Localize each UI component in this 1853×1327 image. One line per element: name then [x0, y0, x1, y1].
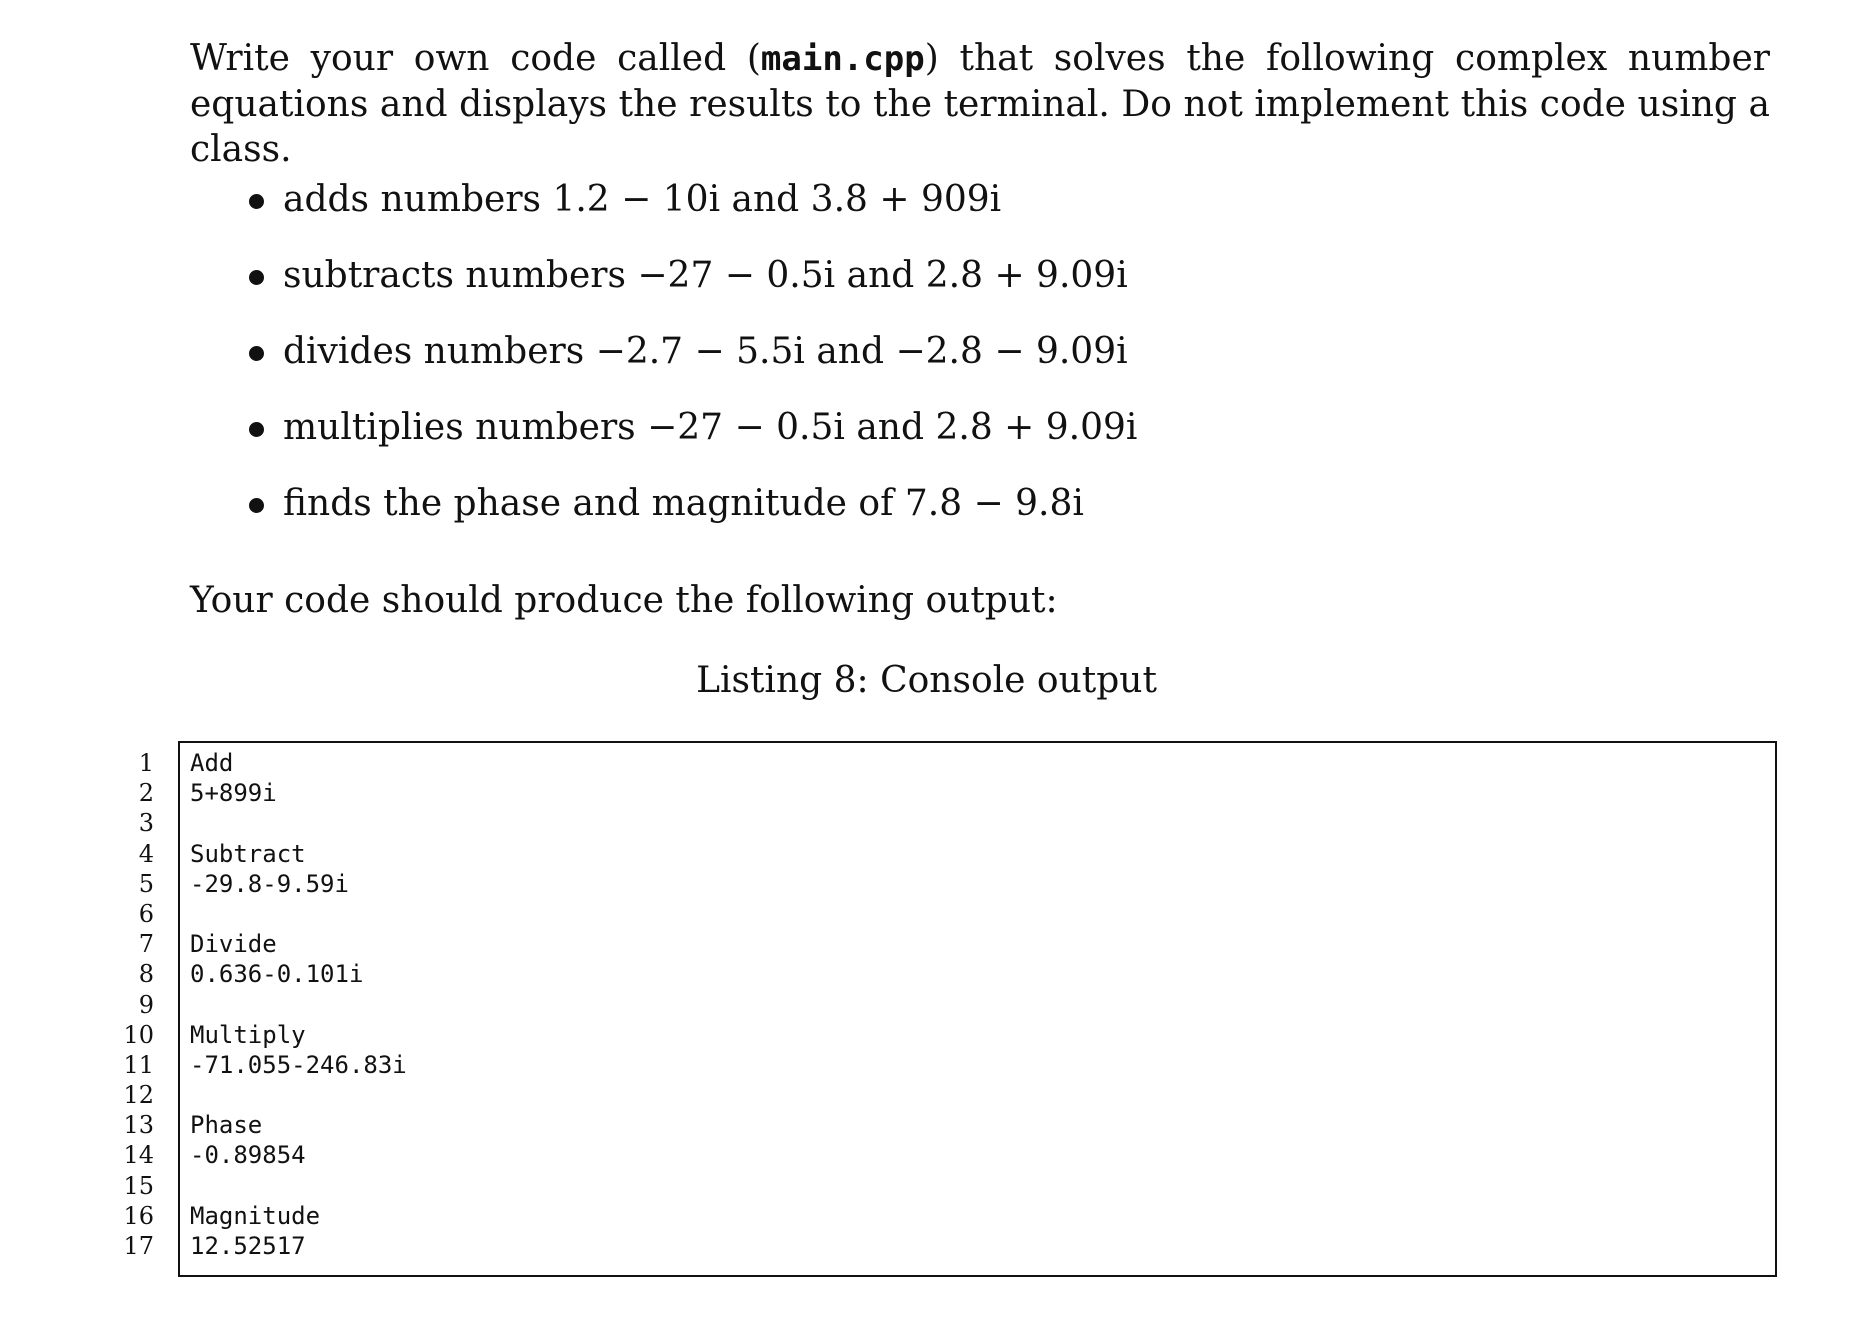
task-item-divide [245, 324, 1137, 400]
output-line: Add [190, 749, 234, 777]
intro-paragraph [190, 36, 1770, 172]
intro-text-after: ) that solves the following complex number equations and displays the results to the terminal. Do not implement this code using a class. [190, 38, 1770, 170]
line-number: 12 [123, 1081, 154, 1110]
line-number: 4 [138, 839, 154, 868]
line-number: 1 [138, 749, 154, 777]
task-item-subtract [245, 248, 1137, 324]
line-number: 14 [123, 1141, 154, 1170]
task-text: divides numbers −2.7 − 5.5i and −2.8 − 9.09i [283, 331, 1128, 372]
output-line: Subtract [190, 839, 306, 868]
line-number: 16 [123, 1201, 154, 1230]
task-item-add [245, 172, 1137, 248]
output-line: 12.52517 [190, 1232, 306, 1260]
output-line: -29.8-9.59i [190, 869, 349, 898]
task-text: multiplies numbers −27 − 0.5i and 2.8 + 9.09i [283, 407, 1138, 448]
line-number: 3 [138, 809, 154, 838]
intro-text-before: Write your own code called ( [190, 38, 761, 79]
line-number: 7 [138, 930, 154, 959]
line-number-gutter [100, 748, 154, 1261]
line-number: 2 [138, 779, 154, 808]
line-number: 11 [123, 1050, 154, 1079]
line-number: 10 [123, 1020, 154, 1049]
output-line: 5+899i [190, 779, 277, 808]
line-number: 5 [138, 869, 154, 898]
line-number: 15 [123, 1171, 154, 1200]
bullet-icon [249, 498, 264, 513]
task-item-multiply [245, 400, 1137, 476]
bullet-icon [249, 346, 264, 361]
bullet-icon [249, 270, 264, 285]
console-output-lines [190, 748, 407, 1261]
output-line: Magnitude [190, 1201, 321, 1230]
task-text: adds numbers 1.2 − 10i and 3.8 + 909i [283, 179, 1002, 220]
task-list [245, 172, 1137, 552]
output-line [190, 990, 407, 1020]
output-line: Divide [190, 930, 277, 959]
line-number: 6 [138, 899, 154, 928]
output-line: 0.636-0.101i [190, 960, 364, 989]
line-number: 13 [123, 1111, 154, 1140]
output-line: -0.89854 [190, 1141, 306, 1170]
output-line [190, 1171, 407, 1201]
lead-paragraph: Your code should produce the following output: [190, 580, 1058, 621]
output-line: Multiply [190, 1020, 306, 1049]
console-output-box [178, 741, 1777, 1277]
output-line: -71.055-246.83i [190, 1050, 407, 1079]
output-line [190, 808, 407, 838]
line-number: 17 [123, 1232, 154, 1260]
output-line [190, 1080, 407, 1110]
bullet-icon [249, 194, 264, 209]
bullet-icon [249, 422, 264, 437]
output-line [190, 899, 407, 929]
task-item-phase-magnitude [245, 476, 1137, 552]
output-line: Phase [190, 1111, 263, 1140]
task-text: finds the phase and magnitude of 7.8 − 9.8i [283, 483, 1084, 524]
listing-caption: Listing 8: Console output [696, 660, 1157, 701]
task-text: subtracts numbers −27 − 0.5i and 2.8 + 9.09i [283, 255, 1128, 296]
line-number: 9 [138, 990, 154, 1019]
line-number: 8 [138, 960, 154, 989]
filename-code: main.cpp [760, 39, 925, 79]
